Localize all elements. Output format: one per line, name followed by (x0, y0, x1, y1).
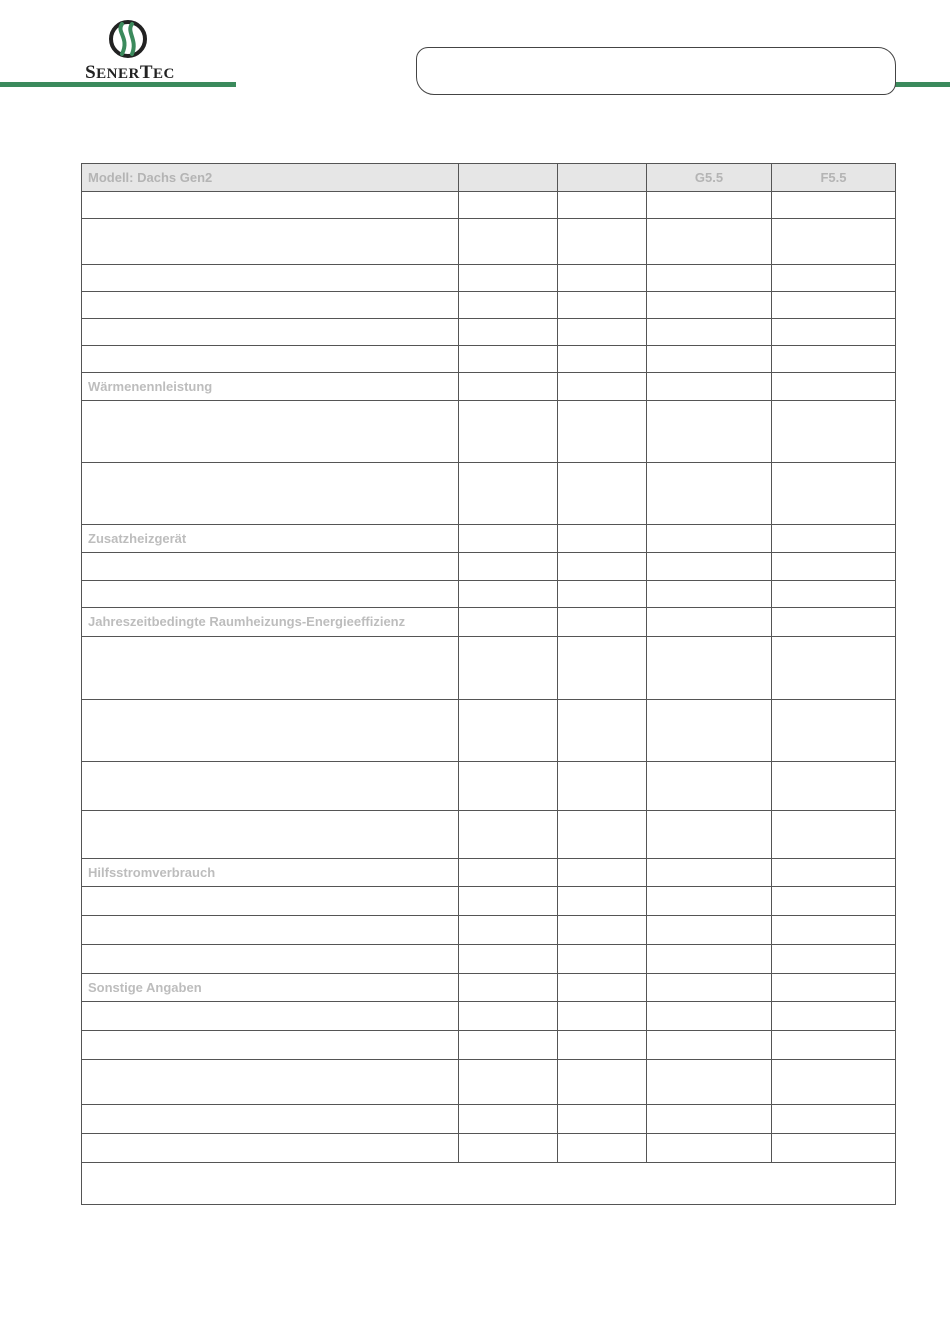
row-label-cell (82, 1031, 459, 1060)
row-value-cell (772, 1002, 896, 1031)
table-row (82, 859, 896, 887)
table-row (82, 1105, 896, 1134)
row-value-cell (647, 319, 772, 346)
row-value-cell (558, 916, 647, 945)
row-value-cell (772, 581, 896, 608)
table-footnote-row (82, 1163, 896, 1205)
row-value-cell (558, 1105, 647, 1134)
row-label-cell: Hilfsstromverbrauch (82, 859, 459, 887)
row-value-cell (459, 811, 558, 859)
row-value-cell (459, 346, 558, 373)
header-cell (558, 164, 647, 192)
row-value-cell (558, 373, 647, 401)
table-row (82, 811, 896, 859)
row-label-cell (82, 916, 459, 945)
header-rule-right (890, 82, 950, 87)
row-value-cell (558, 581, 647, 608)
row-value-cell (558, 608, 647, 637)
row-label-cell (82, 762, 459, 811)
table-row (82, 1002, 896, 1031)
table-row (82, 762, 896, 811)
row-value-cell (772, 463, 896, 525)
table-row (82, 219, 896, 265)
row-value-cell (772, 637, 896, 700)
row-value-cell (459, 1060, 558, 1105)
row-value-cell (558, 637, 647, 700)
row-value-cell (459, 887, 558, 916)
row-label-cell (82, 463, 459, 525)
table-row (82, 1031, 896, 1060)
row-value-cell (647, 1002, 772, 1031)
row-value-cell (772, 945, 896, 974)
row-value-cell (459, 700, 558, 762)
row-label-cell (82, 637, 459, 700)
row-value-cell (459, 265, 558, 292)
row-value-cell (459, 1134, 558, 1163)
row-value-cell (459, 1031, 558, 1060)
row-value-cell (459, 219, 558, 265)
row-value-cell (459, 463, 558, 525)
row-label-cell: Jahreszeitbedingte Raumheizungs-Energieeffizienz (82, 608, 459, 637)
table-row (82, 1060, 896, 1105)
row-value-cell (459, 945, 558, 974)
row-value-cell (647, 346, 772, 373)
row-label-cell (82, 219, 459, 265)
row-value-cell (772, 887, 896, 916)
table-row (82, 525, 896, 553)
row-value-cell (647, 859, 772, 887)
row-label-cell (82, 192, 459, 219)
row-label-cell (82, 553, 459, 581)
table-row (82, 553, 896, 581)
row-value-cell (459, 581, 558, 608)
row-value-cell (558, 553, 647, 581)
row-value-cell (558, 192, 647, 219)
row-value-cell (558, 762, 647, 811)
row-value-cell (647, 887, 772, 916)
row-value-cell (647, 192, 772, 219)
row-value-cell (772, 219, 896, 265)
row-label-cell (82, 401, 459, 463)
table-row (82, 637, 896, 700)
row-value-cell (772, 1105, 896, 1134)
table-row (82, 581, 896, 608)
row-value-cell (772, 700, 896, 762)
table-row (82, 292, 896, 319)
row-value-cell (647, 762, 772, 811)
row-label-cell (82, 811, 459, 859)
table-row (82, 373, 896, 401)
row-label-cell (82, 700, 459, 762)
row-value-cell (558, 859, 647, 887)
row-value-cell (647, 265, 772, 292)
row-value-cell (772, 1134, 896, 1163)
row-value-cell (772, 292, 896, 319)
row-value-cell (772, 1031, 896, 1060)
row-value-cell (772, 859, 896, 887)
row-value-cell (647, 219, 772, 265)
row-label-cell: Sonstige Angaben (82, 974, 459, 1002)
row-value-cell (647, 1060, 772, 1105)
row-value-cell (558, 974, 647, 1002)
senertec-logo-icon (106, 18, 150, 60)
row-value-cell (647, 945, 772, 974)
row-label-cell (82, 265, 459, 292)
row-value-cell (772, 525, 896, 553)
row-label-cell (82, 292, 459, 319)
row-value-cell (772, 916, 896, 945)
row-value-cell (647, 1105, 772, 1134)
row-label-cell (82, 887, 459, 916)
table-row (82, 463, 896, 525)
table-row (82, 700, 896, 762)
product-data-table (81, 163, 896, 1205)
row-value-cell (772, 762, 896, 811)
row-value-cell (459, 1002, 558, 1031)
row-value-cell (558, 265, 647, 292)
row-label-cell (82, 1002, 459, 1031)
header-cell: F5.5 (772, 164, 896, 192)
row-value-cell (647, 916, 772, 945)
row-value-cell (558, 346, 647, 373)
row-value-cell (647, 373, 772, 401)
row-value-cell (772, 319, 896, 346)
row-value-cell (772, 192, 896, 219)
row-label-cell (82, 1134, 459, 1163)
table-header-row (82, 164, 896, 192)
header-cell (459, 164, 558, 192)
footnote-cell (82, 1163, 896, 1205)
row-value-cell (459, 859, 558, 887)
row-value-cell (459, 401, 558, 463)
row-value-cell (772, 265, 896, 292)
row-value-cell (558, 319, 647, 346)
row-value-cell (647, 1134, 772, 1163)
row-value-cell (558, 1060, 647, 1105)
row-value-cell (647, 292, 772, 319)
document-title-box (416, 47, 896, 95)
header-model-cell: Modell: Dachs Gen2 (82, 164, 459, 192)
header-cell: G5.5 (647, 164, 772, 192)
table-row (82, 887, 896, 916)
row-value-cell (647, 553, 772, 581)
row-value-cell (647, 811, 772, 859)
row-label-cell (82, 346, 459, 373)
row-value-cell (459, 916, 558, 945)
row-value-cell (558, 463, 647, 525)
row-value-cell (558, 219, 647, 265)
row-value-cell (459, 608, 558, 637)
row-value-cell (558, 700, 647, 762)
row-label-cell (82, 1060, 459, 1105)
row-value-cell (459, 1105, 558, 1134)
row-value-cell (459, 319, 558, 346)
row-value-cell (647, 974, 772, 1002)
row-value-cell (459, 192, 558, 219)
row-value-cell (772, 608, 896, 637)
table-row (82, 319, 896, 346)
row-value-cell (459, 637, 558, 700)
table-row (82, 346, 896, 373)
row-value-cell (459, 292, 558, 319)
row-label-cell (82, 945, 459, 974)
row-value-cell (647, 700, 772, 762)
table-row (82, 265, 896, 292)
row-value-cell (558, 811, 647, 859)
row-value-cell (772, 1060, 896, 1105)
row-value-cell (459, 553, 558, 581)
row-value-cell (558, 887, 647, 916)
row-value-cell (772, 553, 896, 581)
table-row (82, 608, 896, 637)
row-value-cell (647, 463, 772, 525)
row-value-cell (647, 525, 772, 553)
logo-wordmark: SENERTEC (85, 62, 175, 83)
row-value-cell (558, 1002, 647, 1031)
row-value-cell (647, 401, 772, 463)
row-value-cell (558, 1134, 647, 1163)
row-label-cell (82, 1105, 459, 1134)
row-value-cell (558, 1031, 647, 1060)
row-label-cell (82, 319, 459, 346)
row-value-cell (772, 401, 896, 463)
row-value-cell (558, 292, 647, 319)
table-row (82, 1134, 896, 1163)
row-value-cell (647, 608, 772, 637)
table-row (82, 974, 896, 1002)
row-label-cell (82, 581, 459, 608)
row-value-cell (459, 974, 558, 1002)
row-value-cell (647, 637, 772, 700)
row-value-cell (459, 373, 558, 401)
row-value-cell (558, 945, 647, 974)
row-label-cell: Wärmenennleistung (82, 373, 459, 401)
row-value-cell (459, 762, 558, 811)
row-value-cell (772, 974, 896, 1002)
table-row (82, 401, 896, 463)
senertec-logo (80, 18, 180, 83)
row-label-cell: Zusatzheizgerät (82, 525, 459, 553)
table-row (82, 916, 896, 945)
row-value-cell (647, 581, 772, 608)
row-value-cell (772, 373, 896, 401)
row-value-cell (558, 401, 647, 463)
row-value-cell (772, 811, 896, 859)
row-value-cell (772, 346, 896, 373)
row-value-cell (558, 525, 647, 553)
row-value-cell (459, 525, 558, 553)
table-row (82, 945, 896, 974)
row-value-cell (647, 1031, 772, 1060)
table-row (82, 192, 896, 219)
